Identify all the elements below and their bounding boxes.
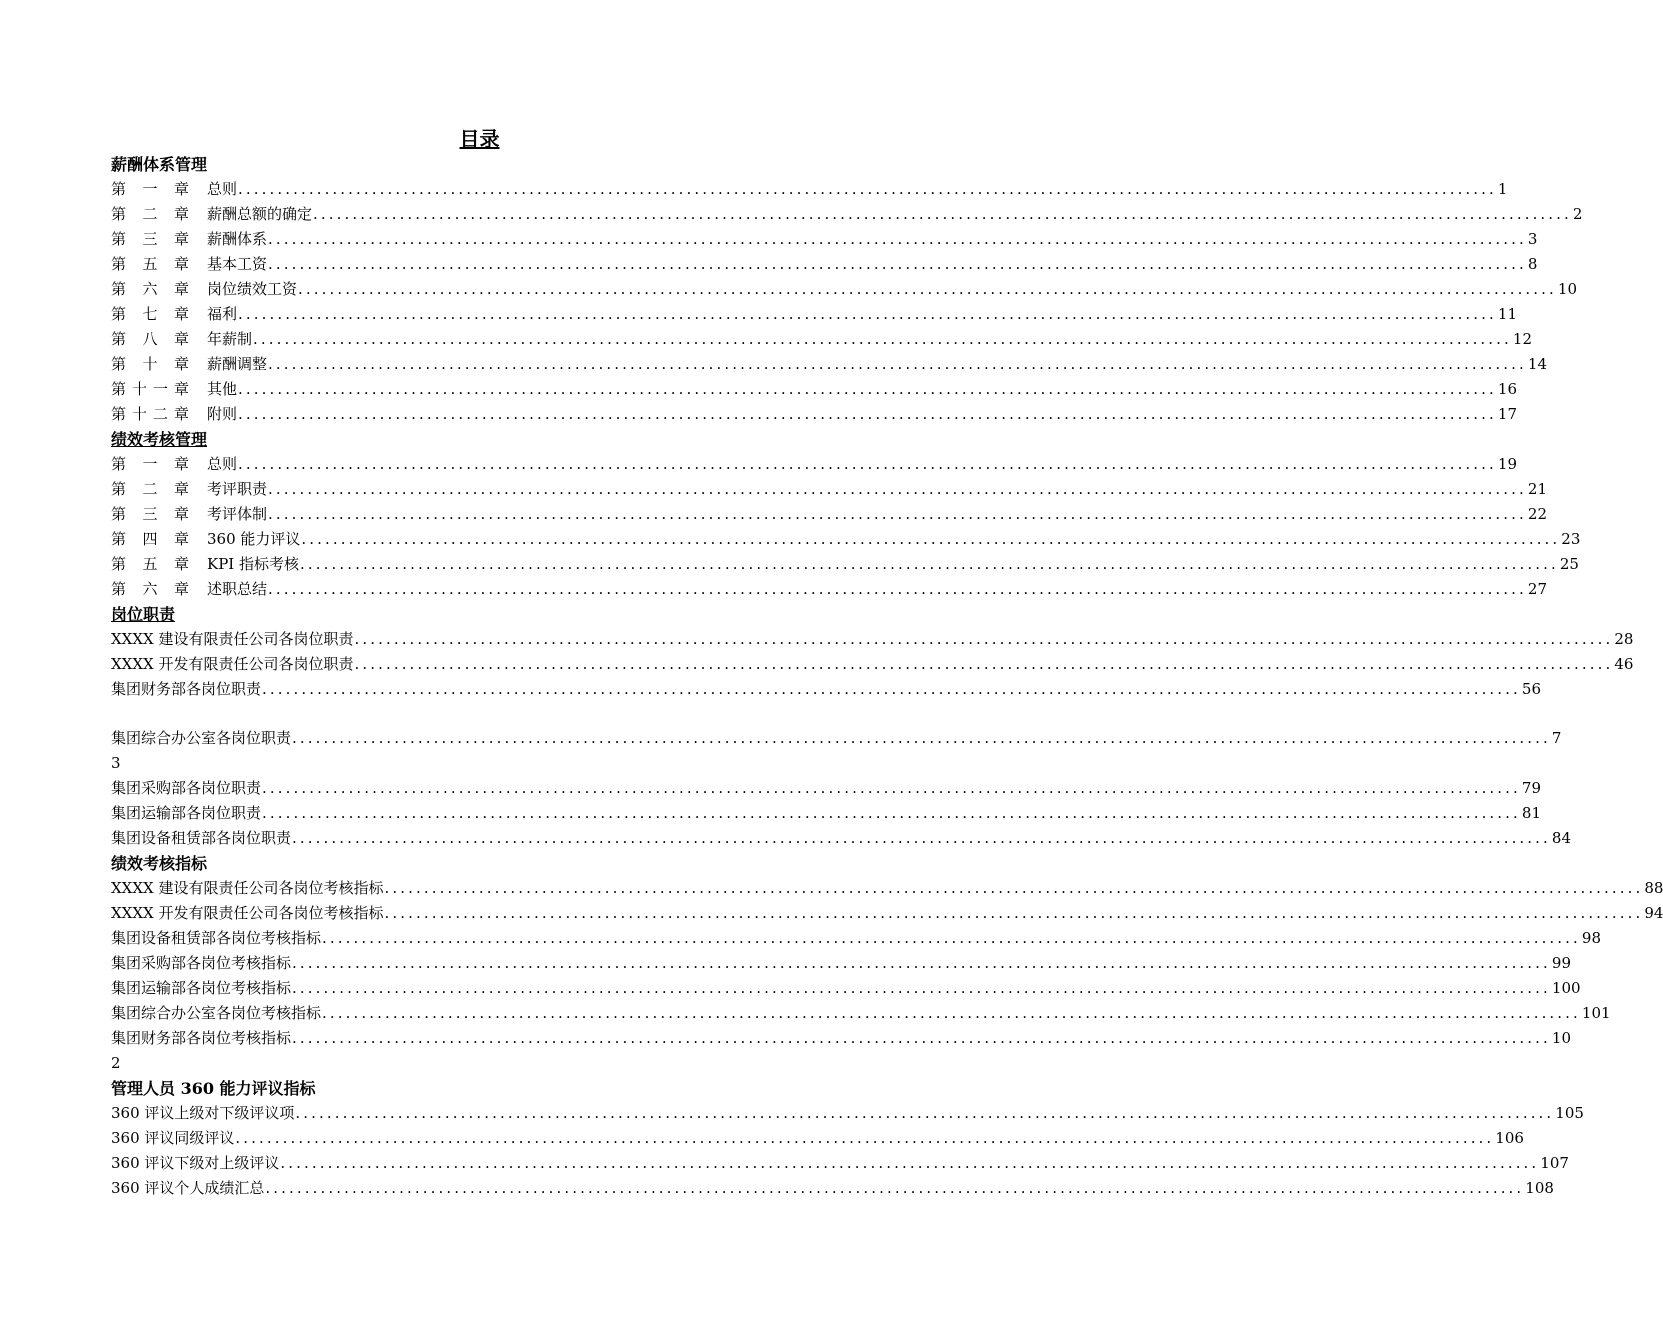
page-number: 16 bbox=[1497, 380, 1517, 398]
dot-leader: ................................................................................................................................................................ bbox=[384, 879, 1644, 897]
page-number: 2 bbox=[1572, 205, 1583, 223]
entry-title: 其他 bbox=[207, 380, 238, 398]
page-number-continued: 2 bbox=[111, 1054, 121, 1072]
chapter-number bbox=[111, 527, 189, 552]
page-number: 106 bbox=[1495, 1129, 1524, 1147]
dot-leader: ................................................................................................................................................................ bbox=[238, 455, 1497, 473]
entry-title: 360 能力评议 bbox=[207, 530, 301, 548]
page-number: 14 bbox=[1527, 355, 1547, 373]
entry-title: 福利 bbox=[207, 305, 238, 323]
toc-entry[interactable] bbox=[111, 876, 1663, 901]
entry-title: KPI 指标考核 bbox=[207, 555, 299, 573]
chapter-char: 章 bbox=[173, 355, 189, 373]
page-number: 10 bbox=[1557, 280, 1577, 298]
page-number: 21 bbox=[1527, 480, 1547, 498]
page-number: 19 bbox=[1497, 455, 1517, 473]
toc-entry[interactable] bbox=[111, 652, 1634, 677]
toc-entry[interactable] bbox=[111, 377, 1517, 402]
chapter-char: 一 bbox=[152, 380, 168, 398]
toc-entry[interactable] bbox=[111, 1001, 1611, 1026]
chapter-char: 第 bbox=[111, 330, 127, 348]
page-number: 107 bbox=[1540, 1154, 1569, 1172]
toc-entry[interactable] bbox=[111, 1176, 1554, 1201]
entry-title: 年薪制 bbox=[207, 330, 253, 348]
chapter-char: 第 bbox=[111, 480, 127, 498]
dot-leader: ................................................................................................................................................................ bbox=[280, 1154, 1540, 1172]
chapter-char: 章 bbox=[173, 180, 189, 198]
chapter-number bbox=[111, 327, 189, 352]
toc-entry[interactable] bbox=[111, 1126, 1524, 1151]
page-number: 56 bbox=[1521, 680, 1541, 698]
entry-title: 集团财务部各岗位职责 bbox=[111, 680, 262, 698]
page-number: 84 bbox=[1551, 829, 1571, 847]
chapter-char: 二 bbox=[142, 205, 158, 223]
toc-entry[interactable] bbox=[111, 402, 1517, 427]
dot-leader: ................................................................................................................................................................ bbox=[384, 904, 1644, 922]
section-heading: 绩效考核指标 bbox=[111, 854, 208, 873]
dot-leader: ................................................................................................................................................................ bbox=[292, 979, 1551, 997]
dot-leader: ................................................................................................................................................................ bbox=[238, 180, 1497, 198]
dot-leader: ................................................................................................................................................................ bbox=[300, 555, 1559, 573]
page-number-continued: 3 bbox=[111, 754, 121, 772]
entry-title: 薪酬总额的确定 bbox=[207, 205, 313, 223]
chapter-char: 章 bbox=[173, 230, 189, 248]
page-number: 81 bbox=[1521, 804, 1541, 822]
chapter-char: 章 bbox=[173, 305, 189, 323]
page-number: 25 bbox=[1559, 555, 1579, 573]
toc-entry[interactable] bbox=[111, 277, 1577, 302]
page-number: 88 bbox=[1644, 879, 1663, 897]
page-number: 17 bbox=[1497, 405, 1517, 423]
dot-leader: ................................................................................................................................................................ bbox=[262, 680, 1521, 698]
dot-leader: ................................................................................................................................................................ bbox=[238, 380, 1497, 398]
dot-leader: ................................................................................................................................................................ bbox=[295, 1104, 1555, 1122]
toc-entry[interactable] bbox=[111, 327, 1532, 352]
chapter-number bbox=[111, 552, 189, 577]
dot-leader: ................................................................................................................................................................ bbox=[292, 1029, 1551, 1047]
page-number: 7 bbox=[1551, 729, 1562, 747]
chapter-char: 第 bbox=[111, 180, 127, 198]
entry-title: 考评职责 bbox=[207, 480, 268, 498]
toc-entry[interactable] bbox=[111, 1151, 1569, 1176]
chapter-char: 章 bbox=[173, 280, 189, 298]
chapter-number bbox=[111, 252, 189, 277]
toc-entry[interactable] bbox=[111, 677, 1541, 702]
dot-leader: ................................................................................................................................................................ bbox=[301, 530, 1561, 548]
toc-entry[interactable] bbox=[111, 252, 1538, 277]
entry-title: 总则 bbox=[207, 455, 238, 473]
chapter-number bbox=[111, 377, 189, 402]
toc-entry[interactable] bbox=[111, 726, 1562, 751]
toc-entry[interactable] bbox=[111, 552, 1579, 577]
page-number: 12 bbox=[1512, 330, 1532, 348]
chapter-char: 第 bbox=[111, 455, 127, 473]
toc-entry[interactable] bbox=[111, 776, 1541, 801]
page-number: 99 bbox=[1551, 954, 1571, 972]
toc-entry[interactable] bbox=[111, 801, 1541, 826]
toc-entry[interactable] bbox=[111, 976, 1581, 1001]
entry-title: 集团采购部各岗位职责 bbox=[111, 779, 262, 797]
page-number: 101 bbox=[1581, 1004, 1611, 1022]
page-number: 27 bbox=[1527, 580, 1547, 598]
toc-entry[interactable] bbox=[111, 452, 1517, 477]
chapter-char: 第 bbox=[111, 405, 127, 423]
entry-title: XXXX 开发有限责任公司各岗位考核指标 bbox=[111, 904, 384, 922]
dot-leader: ................................................................................................................................................................ bbox=[298, 280, 1557, 298]
toc-entry[interactable] bbox=[111, 926, 1601, 951]
page-number: 100 bbox=[1551, 979, 1581, 997]
chapter-char: 章 bbox=[173, 405, 189, 423]
page-number: 3 bbox=[1527, 230, 1538, 248]
chapter-number bbox=[111, 302, 189, 327]
chapter-char: 章 bbox=[173, 480, 189, 498]
dot-leader: ................................................................................................................................................................ bbox=[292, 729, 1551, 747]
chapter-char: 第 bbox=[111, 580, 127, 598]
page-number: 22 bbox=[1527, 505, 1547, 523]
entry-title: 总则 bbox=[207, 180, 238, 198]
chapter-char: 八 bbox=[142, 330, 158, 348]
dot-leader: ................................................................................................................................................................ bbox=[292, 829, 1551, 847]
entry-title: 薪酬调整 bbox=[207, 355, 268, 373]
entry-title: 集团运输部各岗位职责 bbox=[111, 804, 262, 822]
entry-title: 集团采购部各岗位考核指标 bbox=[111, 954, 292, 972]
page-number: 46 bbox=[1614, 655, 1634, 673]
entry-title: 基本工资 bbox=[207, 255, 268, 273]
entry-title: 集团财务部各岗位考核指标 bbox=[111, 1029, 292, 1047]
chapter-char: 十 bbox=[142, 355, 158, 373]
chapter-number bbox=[111, 177, 189, 202]
chapter-char: 章 bbox=[173, 580, 189, 598]
dot-leader: ................................................................................................................................................................ bbox=[268, 505, 1527, 523]
entry-title: XXXX 建设有限责任公司各岗位职责 bbox=[111, 630, 354, 648]
table-of-contents bbox=[111, 124, 1663, 1201]
chapter-char: 十 bbox=[131, 405, 147, 423]
toc-entry[interactable] bbox=[111, 202, 1583, 227]
chapter-char: 章 bbox=[173, 530, 189, 548]
page-number: 94 bbox=[1644, 904, 1663, 922]
chapter-number bbox=[111, 227, 189, 252]
dot-leader: ................................................................................................................................................................ bbox=[322, 1004, 1581, 1022]
page-number: 98 bbox=[1581, 929, 1601, 947]
chapter-number bbox=[111, 277, 189, 302]
section-heading: 绩效考核管理 bbox=[111, 430, 208, 449]
dot-leader: ................................................................................................................................................................ bbox=[268, 230, 1527, 248]
chapter-char: 第 bbox=[111, 280, 127, 298]
chapter-char: 章 bbox=[173, 555, 189, 573]
chapter-char: 十 bbox=[131, 380, 147, 398]
toc-entry[interactable] bbox=[111, 1101, 1584, 1126]
entry-title: XXXX 开发有限责任公司各岗位职责 bbox=[111, 655, 354, 673]
chapter-char: 三 bbox=[142, 505, 158, 523]
section-heading: 岗位职责 bbox=[111, 605, 176, 624]
chapter-number bbox=[111, 477, 189, 502]
chapter-char: 四 bbox=[142, 530, 158, 548]
dot-leader: ................................................................................................................................................................ bbox=[268, 480, 1527, 498]
chapter-char: 第 bbox=[111, 205, 127, 223]
chapter-char: 第 bbox=[111, 305, 127, 323]
chapter-char: 三 bbox=[142, 230, 158, 248]
dot-leader: ................................................................................................................................................................ bbox=[238, 305, 1497, 323]
page-number: 8 bbox=[1527, 255, 1538, 273]
chapter-number bbox=[111, 402, 189, 427]
entry-title: 360 评议下级对上级评议 bbox=[111, 1154, 280, 1172]
section-heading: 薪酬体系管理 bbox=[111, 155, 208, 174]
page-number: 28 bbox=[1614, 630, 1634, 648]
chapter-char: 章 bbox=[173, 505, 189, 523]
chapter-number bbox=[111, 452, 189, 477]
chapter-char: 五 bbox=[142, 255, 158, 273]
entry-title: 考评体制 bbox=[207, 505, 268, 523]
dot-leader: ................................................................................................................................................................ bbox=[265, 1179, 1525, 1197]
section-heading: 管理人员 360 能力评议指标 bbox=[111, 1079, 316, 1098]
dot-leader: ................................................................................................................................................................ bbox=[313, 205, 1572, 223]
chapter-char: 第 bbox=[111, 355, 127, 373]
toc-entry[interactable] bbox=[111, 901, 1663, 926]
chapter-char: 六 bbox=[142, 580, 158, 598]
toc-entry[interactable] bbox=[111, 352, 1547, 377]
entry-title: 集团运输部各岗位考核指标 bbox=[111, 979, 292, 997]
toc-entry[interactable] bbox=[111, 502, 1547, 527]
entry-title: 360 评议同级评议 bbox=[111, 1129, 235, 1147]
page-number: 1 bbox=[1497, 180, 1508, 198]
toc-entry[interactable] bbox=[111, 477, 1547, 502]
chapter-char: 章 bbox=[173, 380, 189, 398]
dot-leader: ................................................................................................................................................................ bbox=[322, 929, 1581, 947]
toc-entry[interactable] bbox=[111, 627, 1634, 652]
toc-entry[interactable] bbox=[111, 1026, 1571, 1051]
entry-title: 集团设备租赁部各岗位考核指标 bbox=[111, 929, 322, 947]
entry-title: 360 评议上级对下级评议项 bbox=[111, 1104, 295, 1122]
toc-entry[interactable] bbox=[111, 527, 1581, 552]
chapter-char: 第 bbox=[111, 255, 127, 273]
dot-leader: ................................................................................................................................................................ bbox=[235, 1129, 1495, 1147]
page-number: 10 bbox=[1551, 1029, 1571, 1047]
toc-entry[interactable] bbox=[111, 951, 1571, 976]
chapter-number bbox=[111, 502, 189, 527]
page-number: 11 bbox=[1497, 305, 1517, 323]
toc-entry[interactable] bbox=[111, 826, 1571, 851]
entry-title: 附则 bbox=[207, 405, 238, 423]
chapter-char: 第 bbox=[111, 505, 127, 523]
toc-entry[interactable] bbox=[111, 577, 1547, 602]
chapter-char: 第 bbox=[111, 230, 127, 248]
chapter-char: 第 bbox=[111, 555, 127, 573]
entry-title: 集团设备租赁部各岗位职责 bbox=[111, 829, 292, 847]
chapter-number bbox=[111, 352, 189, 377]
chapter-char: 六 bbox=[142, 280, 158, 298]
chapter-char: 章 bbox=[173, 455, 189, 473]
entry-title: 集团综合办公室各岗位考核指标 bbox=[111, 1004, 322, 1022]
chapter-char: 一 bbox=[142, 180, 158, 198]
dot-leader: ................................................................................................................................................................ bbox=[354, 630, 1614, 648]
chapter-char: 一 bbox=[142, 455, 158, 473]
toc-entry[interactable] bbox=[111, 302, 1517, 327]
chapter-char: 第 bbox=[111, 530, 127, 548]
dot-leader: ................................................................................................................................................................ bbox=[268, 580, 1527, 598]
entry-title: 述职总结 bbox=[207, 580, 268, 598]
page-number: 108 bbox=[1525, 1179, 1554, 1197]
toc-entry[interactable] bbox=[111, 177, 1508, 202]
page-number: 79 bbox=[1521, 779, 1541, 797]
chapter-number bbox=[111, 202, 189, 227]
chapter-char: 七 bbox=[142, 305, 158, 323]
dot-leader: ................................................................................................................................................................ bbox=[268, 255, 1527, 273]
dot-leader: ................................................................................................................................................................ bbox=[268, 355, 1527, 373]
chapter-number bbox=[111, 577, 189, 602]
entry-title: 岗位绩效工资 bbox=[207, 280, 298, 298]
chapter-char: 章 bbox=[173, 255, 189, 273]
entry-title: 360 评议个人成绩汇总 bbox=[111, 1179, 265, 1197]
chapter-char: 章 bbox=[173, 330, 189, 348]
entry-title: 集团综合办公室各岗位职责 bbox=[111, 729, 292, 747]
toc-title: 目录 bbox=[459, 127, 500, 151]
blank-line bbox=[111, 702, 848, 726]
chapter-char: 章 bbox=[173, 205, 189, 223]
dot-leader: ................................................................................................................................................................ bbox=[262, 804, 1521, 822]
chapter-char: 第 bbox=[111, 380, 127, 398]
chapter-char: 五 bbox=[142, 555, 158, 573]
dot-leader: ................................................................................................................................................................ bbox=[262, 779, 1521, 797]
chapter-char: 二 bbox=[152, 405, 168, 423]
entry-title: 薪酬体系 bbox=[207, 230, 268, 248]
dot-leader: ................................................................................................................................................................ bbox=[292, 954, 1551, 972]
page-number: 23 bbox=[1561, 530, 1581, 548]
dot-leader: ................................................................................................................................................................ bbox=[354, 655, 1614, 673]
page-number: 105 bbox=[1555, 1104, 1584, 1122]
toc-entry[interactable] bbox=[111, 227, 1538, 252]
dot-leader: ................................................................................................................................................................ bbox=[253, 330, 1512, 348]
dot-leader: ................................................................................................................................................................ bbox=[238, 405, 1497, 423]
chapter-char: 二 bbox=[142, 480, 158, 498]
entry-title: XXXX 建设有限责任公司各岗位考核指标 bbox=[111, 879, 384, 897]
